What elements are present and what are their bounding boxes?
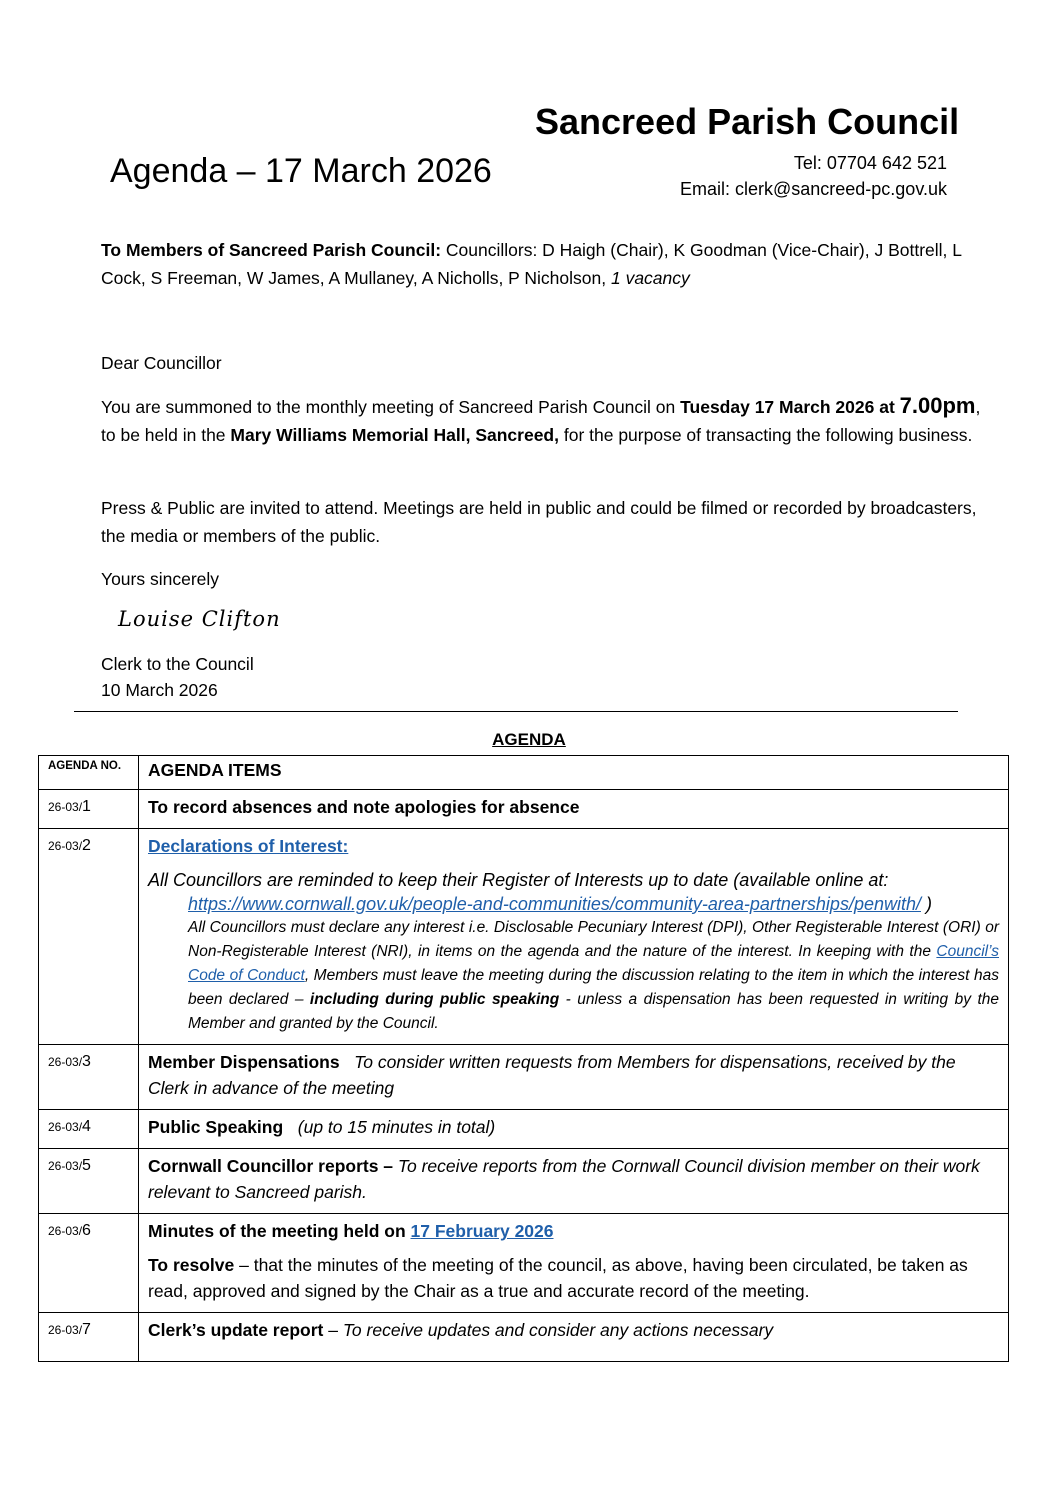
item-number: 26-03/4 [39, 1110, 139, 1149]
item-number: 26-03/5 [39, 1149, 139, 1214]
item-content [139, 1313, 1009, 1362]
item-content [139, 1045, 1009, 1110]
agenda-title: Agenda – 17 March 2026 [110, 152, 492, 190]
summons-paragraph [101, 392, 991, 449]
table-row [39, 1110, 1009, 1149]
signatory-role: Clerk to the Council [101, 654, 254, 674]
column-header-items: AGENDA ITEMS [139, 756, 1009, 790]
item-number: 26-03/6 [39, 1214, 139, 1313]
code-of-conduct-link[interactable]: Council’s Code of Conduct [188, 943, 999, 984]
summons-text: You are summoned to the monthly meeting of Sancreed Parish Council on [101, 397, 681, 417]
item-content [139, 829, 1009, 1045]
members-list [101, 236, 991, 292]
item-number: 26-03/7 [39, 1313, 139, 1362]
press-notice: Press & Public are invited to attend. Meetings are held in public and could be filmed or recorded by broadcasters, the media or members of the public. [101, 498, 977, 546]
summons-text: , to be held in the [101, 397, 981, 445]
agenda-table [38, 755, 1009, 1362]
url-close: ) [921, 894, 932, 914]
meeting-date: Tuesday 17 March 2026 at [680, 397, 900, 417]
table-row [39, 790, 1009, 829]
emphasis: including during public speaking [309, 991, 560, 1008]
item-description: To receive reports from the Cornwall Council division member on their work relevant to Sancreed parish. [148, 1156, 980, 1202]
signature: Louise Clifton [118, 607, 281, 631]
table-row [39, 1313, 1009, 1362]
item-number: 26-03/1 [39, 790, 139, 829]
signatory-block [101, 651, 991, 703]
table-header-row [39, 756, 1009, 790]
agenda-heading: AGENDA [492, 730, 566, 749]
item-title: To record absences and note apologies for absence [139, 790, 1009, 829]
resolve-label: To resolve [148, 1255, 235, 1275]
item-description: (up to 15 minutes in total) [297, 1117, 496, 1137]
contact-block [680, 150, 947, 202]
members-label: To Members of Sancreed Parish Council: [101, 240, 442, 260]
meeting-venue: Mary Williams Memorial Hall, Sancreed, [230, 425, 559, 445]
item-title: Minutes of the meeting held on [148, 1221, 411, 1241]
divider [74, 711, 958, 712]
table-row [39, 1214, 1009, 1313]
meeting-time: 7.00pm [899, 393, 976, 418]
item-content [139, 1110, 1009, 1149]
declarations-link[interactable]: Declarations of Interest: [148, 836, 349, 856]
resolve-text: – that the minutes of the meeting of the council, as above, having been circulated, be taken as read, approved and signed by the Chair as a true and accurate record of the meeting. [148, 1255, 968, 1301]
item-title: Cornwall Councillor reports – [148, 1156, 394, 1176]
table-row [39, 829, 1009, 1045]
item-number: 26-03/2 [39, 829, 139, 1045]
table-row [39, 1149, 1009, 1214]
letter-date: 10 March 2026 [101, 680, 218, 700]
vacancy: 1 vacancy [610, 268, 690, 288]
item-content [139, 1149, 1009, 1214]
councillors: Councillors: D Haigh (Chair), K Goodman (Vice-Chair), J Bottrell, L Cock, S Freeman, W James, A Mullaney, A Nicholls, P Nicholson, [101, 240, 962, 288]
register-url-link[interactable]: https://www.cornwall.gov.uk/people-and-communities/community-area-partnerships/penwith/ [188, 894, 921, 914]
item-content [139, 1214, 1009, 1313]
email: Email: clerk@sancreed-pc.gov.uk [679, 179, 947, 199]
council-name: Sancreed Parish Council [535, 101, 960, 142]
table-row [39, 1045, 1009, 1110]
summons-text: for the purpose of transacting the following business. [558, 425, 973, 445]
greeting: Dear Councillor [101, 353, 222, 373]
item-description: To receive updates and consider any actions necessary [342, 1320, 774, 1340]
item-title: Public Speaking [148, 1117, 284, 1137]
item-title: Member Dispensations [148, 1052, 340, 1072]
item-title: Clerk’s update report [148, 1320, 324, 1340]
item-number: 26-03/3 [39, 1045, 139, 1110]
column-header-no: AGENDA NO. [39, 756, 139, 790]
minutes-link[interactable]: 17 February 2026 [410, 1221, 554, 1241]
telephone: Tel: 07704 642 521 [793, 153, 947, 173]
item-separator: – [323, 1320, 343, 1340]
declarations-intro: All Councillors are reminded to keep their Register of Interests up to date (available online at: [148, 870, 889, 890]
declarations-body: All Councillors must declare any interest i.e. Disclosable Pecuniary Interest (DPI), Other Registerable Interest (ORI) or Non-Registerable Interest (NRI), in items on the agenda and the nature of the interest. In keeping with the Council’s Code of Conduct, Members must leave the meeting during the discussion relating to the item in which the interest has been declared – including during public speaking - unless a dispensation has been requested in writing by the Member and granted by the Council. [188, 919, 999, 1032]
closing: Yours sincerely [101, 569, 220, 589]
item-description: To consider written requests from Members for dispensations, received by the Clerk in advance of the meeting [148, 1052, 956, 1098]
